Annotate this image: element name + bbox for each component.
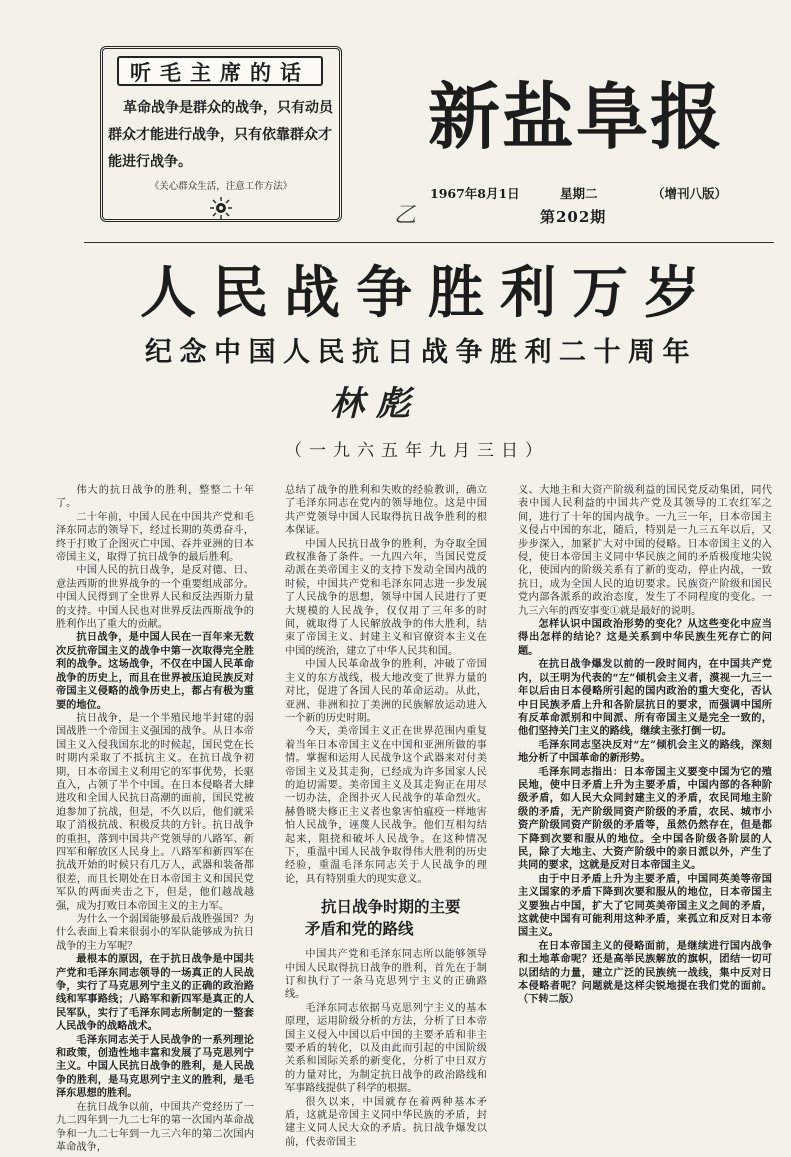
continued-on-page-note: （下转二版） xyxy=(518,993,580,1006)
article-column-1 xyxy=(56,484,254,1153)
paragraph: 伟大的抗日战争的胜利，整整二十年了。 xyxy=(56,485,254,510)
sunflower-emblem-icon xyxy=(209,196,233,220)
paragraph-text: 在日本帝国主义的侵略面前，是继续进行国内战争和土地革命呢？还是高举民族解放的旗帜，团结一切可以团结的力量，建立广泛的民族统一战线，集中反对日本侵略者呢？问题就是这样尖锐地提在我们党的面前。 xyxy=(518,939,772,993)
quote-text: 革命战争是群众的战争，只有动员群众才能进行战争，只有依靠群众才能进行战争。 xyxy=(108,100,333,170)
paragraph: 为什么一个弱国能够最后战胜强国？为什么表面上看来很弱小的军队能够成为抗日战争的主力军呢？ xyxy=(56,914,254,952)
paragraph: 毛泽东同志关于人民战争的一系列理论和政策，创造性地丰富和发展了马克思列宁主义。中国人民抗日战争的胜利，是人民战争的胜利，是马克思列宁主义的胜利，是毛泽东思想的胜利。 xyxy=(56,1033,254,1100)
article-column-2 xyxy=(285,484,487,1146)
paragraph: 中国人民抗日战争的胜利，为夺取全国政权准备了条件。一九四六年，当国民党反动派在美帝国主义的支持下发动全国内战的时候，中国共产党和毛泽东同志进一步发展了人民战争的思想，领导中国人民进行了更大规模的人民战争，仅仅用了三年多的时间，就取得了人民解放战争的伟大胜利，结束了帝国主义、封建主义和官僚资本主义在中国的统治，建立了中华人民共和国。 xyxy=(285,538,487,657)
paragraph-continued: 义、大地主和大资产阶级利益的国民党反动集团，同代表中国人民利益的中国共产党及其领导的工农红军之间，进行了十年的国内战争。一九三一年，日本帝国主义侵占中国的东北，随后，特别是一九三五年以后，又步步深入，加紧扩大对中国的侵略。日本帝国主义的入侵，使日本帝国主义同中华民族之间的矛盾极度地尖锐化，使国内的阶级关系有了新的变动，停止内战，一致抗日，成为全国人民的迫切要求。民族资产阶级和国民党内部各派系的政治态度，发生了不同程度的变化。一九三六年的西安事变①就是最好的说明。 xyxy=(518,485,772,617)
paragraph: 在抗日战争爆发以前的一段时间内，在中国共产党内，以王明为代表的“左”倾机会主义者，漠视一九三一年以后由日本侵略所引起的国内政治的重大变化，否认中日民族矛盾上升和各阶层抗日的要求，而强调中国所有反革命派别和中间派、所有帝国主义是完全一致的，他们坚持关门主义的路线，继续主张打倒一切。 xyxy=(518,658,772,738)
paragraph: 由于中日矛盾上升为主要矛盾，中国同英美等帝国主义国家的矛盾下降到次要和服从的地位，日本帝国主义要独占中国，扩大了它同英美帝国主义之间的矛盾，这就使中国有可能利用这种矛盾，来孤立和反对日本帝国主义。 xyxy=(518,872,772,939)
paragraph: 很久以来，中国就存在着两种基本矛盾，这就是帝国主义同中华民族的矛盾，封建主义同人民大众的矛盾。抗日战争爆发以前，代表帝国主 xyxy=(285,1096,487,1148)
paragraph: 中国人民的抗日战争，是反对德、日、意法西斯的世界战争的一个重要组成部分。中国人民得到了全世界人民和反法西斯力量的支持。中国人民也对世界反法西斯战争的胜利作出了重大的贡献。 xyxy=(56,565,254,631)
header-divider xyxy=(84,242,774,243)
paragraph-continued: 总结了战争的胜利和失败的经验教训，确立了毛泽东同志在党内的领导地位。这是中国共产党领导中国人民取得抗日战争胜利的根本保证。 xyxy=(285,485,487,537)
paragraph: 在抗日战争以前，中国共产党经历了一九二四年到一九二七年的第一次国内革命战争和一九二七年到一九三六年的第二次国内革命战争， xyxy=(56,1101,254,1153)
paragraph: 今天，美帝国主义正在世界范围内重复着当年日本帝国主义在中国和亚洲所做的事情。掌握和运用人民战争这个武器来对付美帝国主义及其走狗，已经成为许多国家人民的迫切需要。美帝国主义及其走狗正在用尽一切办法，企图扑灭人民战争的革命烈火。赫鲁晓夫修正主义者也象害怕瘟疫一样地害怕人民战争，诬蔑人民战争。他们互相勾结起来，阻挠和破坏人民战争。在这种情况下，重温中国人民战争取得伟大胜利的历史经验，重温毛泽东同志关于人民战争的理论，具有特别重大的现实意义。 xyxy=(285,726,487,885)
paragraph: 中国共产党和毛泽东同志所以能够领导中国人民取得抗日战争的胜利，首先在于制订和执行了一条马克思列宁主义的正确路线。 xyxy=(285,949,487,1001)
newspaper-masthead: 新盐阜报 xyxy=(428,74,725,159)
article-subtitle: 纪念中国人民抗日战争胜利二十周年 xyxy=(145,337,697,368)
author-signature: 林彪 xyxy=(330,384,422,424)
issue-number: 第202期 xyxy=(540,208,607,226)
paragraph: 毛泽东同志坚决反对“左”倾机会主义的路线，深刻地分析了中国革命的新形势。 xyxy=(518,738,772,765)
issue-weekday: 星期二 xyxy=(560,186,598,201)
article-column-3 xyxy=(518,484,772,1146)
article-title: 人民战争胜利万岁 xyxy=(140,260,716,326)
paragraph: 抗日战争，是中国人民在一百年来无数次反抗帝国主义的战争中第一次取得完全胜利的战争。这场战争，不仅在中国人民革命战争的历史上，而且在世界被压迫民族反对帝国主义侵略的战争历史上，都占有极为重要的地位。 xyxy=(56,631,254,711)
article-date: （一九六五年九月三日） xyxy=(285,441,549,461)
paragraph: 怎样认识中国政治形势的变化？从这些变化中应当得出怎样的结论？这是关系到中华民族生死存亡的问题。 xyxy=(518,618,772,657)
paragraph: 毛泽东同志指出：日本帝国主义要变中国为它的殖民地，使中日矛盾上升为主要矛盾，中国内部的各种阶级矛盾，如人民大众同封建主义的矛盾，农民同地主阶级的矛盾，无产阶级同资产阶级的矛盾，农民、城市小资产阶级同资产阶级的矛盾等，虽然仍然存在，但是都下降到次要和服从的地位。全中国各阶级各阶层的人民，除了大地主、大资产阶级中的亲日派以外，产生了共同的要求，这就是反对日本帝国主义。 xyxy=(518,765,772,872)
paragraph: 二十年前，中国人民在中国共产党和毛泽东同志的领导下，经过长期的英勇奋斗，终于打败了企图灭亡中国、吞并亚洲的日本帝国主义，取得了抗日战争的最后胜利。 xyxy=(56,511,254,564)
handwritten-mark: 乙 xyxy=(394,203,417,228)
paragraph: 毛泽东同志依据马克思列宁主义的基本原理，运用阶级分析的方法，分析了日本帝国主义侵入中国以后中国的主要矛盾和非主要矛盾的转化，以及由此而引起的中国阶级关系和国际关系的新变化，分析了中日双方的力量对比，为制定抗日战争的政治路线和军事路线提供了科学的根据。 xyxy=(285,1002,487,1095)
quote-source: 《关心群众生活，注意工作方法》 xyxy=(149,181,293,192)
paragraph xyxy=(518,940,772,1007)
issue-edition: （增刊八版） xyxy=(652,186,728,201)
paragraph: 最根本的原因，在于抗日战争是中国共产党和毛泽东同志领导的一场真正的人民战争，实行了马克思列宁主义的正确的政治路线和军事路线；八路军和新四军是真正的人民军队，实行了毛泽东同志所制定的一整套人民战争的战略战术。 xyxy=(56,953,254,1033)
paragraph: 中国人民革命战争的胜利，冲破了帝国主义的东方战线，极大地改变了世界力量的对比，促进了各国人民的革命运动。从此，亚洲、非洲和拉丁美洲的民族解放运动进入一个新的历史时期。 xyxy=(285,659,487,724)
chairman-quote-box xyxy=(100,46,342,222)
paragraph: 抗日战争，是一个半殖民地半封建的弱国战胜一个帝国主义强国的战争。从日本帝国主义入侵我国东北的时候起，国民党在长时期内采取了不抵抗主义。在抗日战争初期，日本帝国主义利用它的军事优势，长驱直入，占领了半个中国。在日本侵略者大肆进攻和全国人民抗日高潮的面前，国民党被迫参加了抗战，但是，不久以后，他们就采取了消极抗战、积极反共的方针。抗日战争的重担，落到中国共产党领导的八路军、新四军和解放区人民身上。八路军和新四军在抗战开始的时候只有几万人，武器和装备都很差，而且长期处在日本帝国主义和国民党军队的两面夹击之下，但是，他们越战越强，成为打败日本帝国主义的主力军。 xyxy=(56,712,254,912)
quote-banner: 听毛主席的话 xyxy=(117,56,323,86)
issue-date: 1967年8月1日 xyxy=(430,186,520,201)
section-heading: 抗日战争时期的主要矛盾和党的路线 xyxy=(305,897,461,939)
